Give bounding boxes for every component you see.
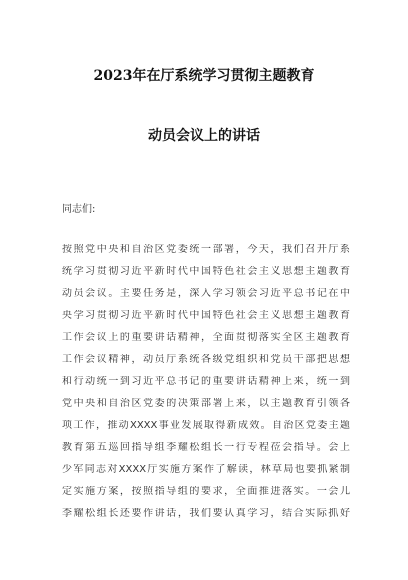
document-title-line-2: 动员会议上的讲话 [148, 128, 260, 144]
body-line: 动员会议。主要任务是，深入学习领会习近平总书记在中 [62, 288, 350, 299]
body-line: 和行动统一到习近平总书记的重要讲话精神上来，统一到 [62, 376, 350, 387]
body-line: 工作会议上的重要讲话精神，全面贯彻落实全区主题教育 [62, 332, 350, 343]
body-line: 李耀松组长还要作讲话，我们要认真学习，结合实际抓好 [62, 508, 350, 519]
body-line: 党中央和自治区党委的决策部署上来，以主题教育引领各 [62, 398, 350, 409]
body-line: 定实施方案，按照指导组的要求，全面推进落实。一会儿 [62, 486, 350, 497]
document-title-line-1: 2023年在厅系统学习贯彻主题教育 [93, 68, 315, 84]
body-line: 统学习贯彻习近平新时代中国特色社会主义思想主题教育 [62, 266, 350, 277]
body-line: 工作会议精神，动员厅系统各级党组织和党员干部把思想 [62, 354, 350, 365]
body-line: 央学习贯彻习近平新时代中国特色社会主义思想主题教育 [62, 310, 350, 321]
document-body [62, 244, 350, 520]
body-line: 少军同志对XXXX厅实施方案作了解读，林草局也要抓紧制 [62, 464, 350, 475]
body-line: 教育第五巡回指导组李耀松组长一行专程莅会指导。会上 [62, 442, 350, 453]
body-line: 按照党中央和自治区党委统一部署，今天，我们召开厅系 [62, 244, 350, 255]
salutation: 同志们: [62, 204, 96, 215]
body-line: 项工作，推动XXXX事业发展取得新成效。自治区党委主题 [62, 420, 350, 431]
